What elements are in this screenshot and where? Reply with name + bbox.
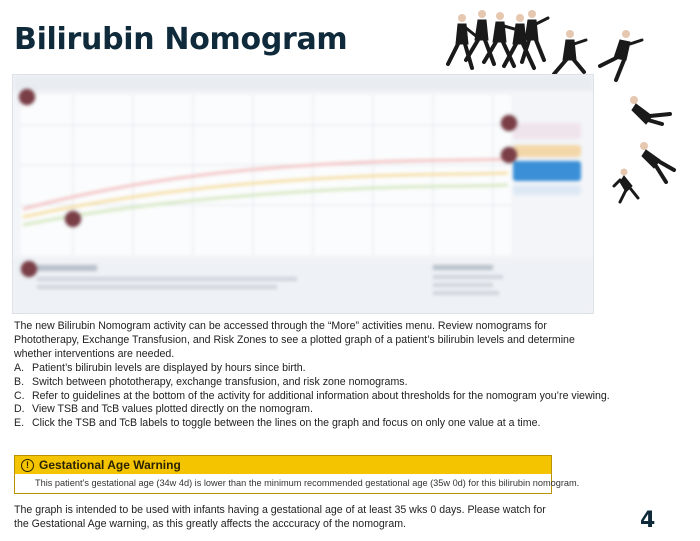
list-item: C. Refer to guidelines at the bottom of the activity for additional information about thresholds for the nomogram you’re viewing. (14, 389, 610, 402)
callout-marker-b (501, 115, 517, 131)
warning-message: This patient’s gestational age (34w 4d) is lower than the minimum recommended gestational age (35w 0d) for this bilirubin nomogram. (35, 478, 580, 488)
footer-note: The graph is intended to be used with infants having a gestational age of at least 35 wks 0 days. Please watch for the Gestational Age warning, as this greatly affects the acccuracy of the nomogram. (14, 504, 546, 530)
list-item: D. View TSB and TcB values plotted directly on the nomogram. (14, 403, 313, 416)
intro-paragraph: The new Bilirubin Nomogram activity can be accessed through the “More” activities menu. Review nomograms for Phototherapy, Exchange Transfusion, and Risk Zones to see a plotted graph of a patient’s bilirubin levels and determine whether interventions are needed. (14, 320, 575, 360)
warning-title: Gestational Age Warning (39, 458, 181, 472)
callout-marker-a (19, 89, 35, 105)
feature-list (14, 362, 610, 431)
page-number: 4 (640, 508, 656, 533)
list-item: E. Click the TSB and TcB labels to toggle between the lines on the graph and focus on only one value at a time. (14, 417, 541, 430)
gestational-age-warning (14, 455, 580, 494)
warning-icon: ! (21, 459, 34, 472)
warning-header (15, 456, 551, 474)
list-item: A. Patient’s bilirubin levels are displayed by hours since birth. (14, 362, 306, 374)
nomogram-graph-preview (13, 75, 593, 313)
callout-marker-e (21, 261, 37, 277)
callout-marker-d (501, 147, 517, 163)
page-title: Bilirubin Nomogram (14, 22, 348, 57)
nomogram-screenshot (12, 74, 594, 314)
callout-marker-c (65, 211, 81, 227)
list-item: B. Switch between phototherapy, exchange transfusion, and risk zone nomograms. (14, 375, 408, 388)
